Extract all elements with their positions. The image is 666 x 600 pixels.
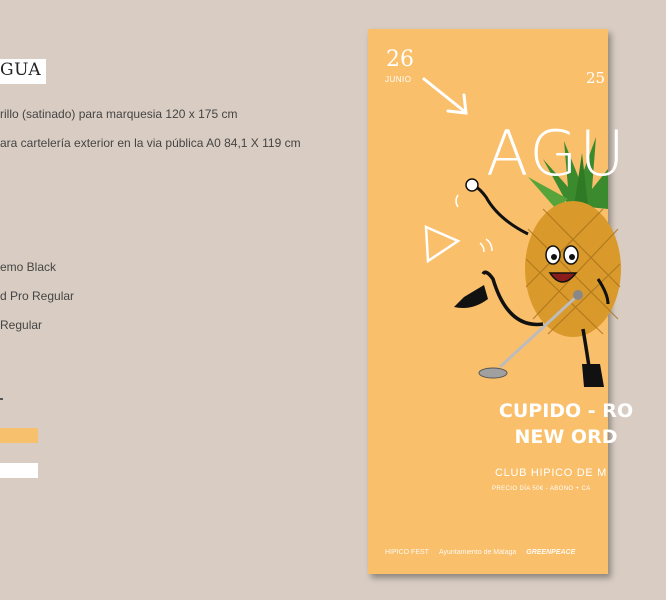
poster-month-left: JUNIO (385, 75, 412, 84)
arrow-icon (424, 79, 466, 113)
poster-venue: CLUB HIPICO DE M (495, 467, 608, 479)
font-entry-2: d Pro Regular (0, 289, 75, 303)
pineapple-body (525, 201, 621, 337)
poster-date-right: 25 (586, 69, 606, 87)
poster-lineup (466, 398, 666, 450)
poster-title: AGU (486, 117, 627, 190)
sponsor-logos (385, 545, 615, 559)
lineup-line-2: NEW ORD (514, 426, 618, 448)
motion-lines-icon (456, 195, 492, 252)
sponsor-hipico-fest: HIPICO FEST (385, 548, 429, 556)
event-poster (368, 29, 634, 574)
triangle-icon (426, 227, 458, 261)
sponsor-ayuntamiento: Ayuntamiento de Málaga (438, 548, 517, 556)
spec-line-carteleria: ara cartelería exterior en la via pública A0 84,1 X 119 cm (0, 136, 301, 150)
spec-line-marquesina: rillo (satinado) para marquesia 120 x 175 cm (0, 107, 238, 121)
color-section-marker (0, 398, 3, 400)
page-title: GUA (0, 60, 42, 80)
poster-illustration (368, 29, 608, 574)
poster-price: PRECIO DÍA 50€ - ABONO + CA (492, 486, 591, 492)
font-entry-3: Regular (0, 318, 43, 332)
color-swatch-orange (0, 428, 38, 443)
lineup-line-1: CUPIDO - RO (498, 400, 634, 422)
poster-date-left: 26 (386, 47, 414, 72)
font-entry-1: emo Black (0, 260, 57, 274)
sponsor-greenpeace: GREENPEACE (526, 548, 576, 556)
color-swatch-white (0, 463, 38, 478)
